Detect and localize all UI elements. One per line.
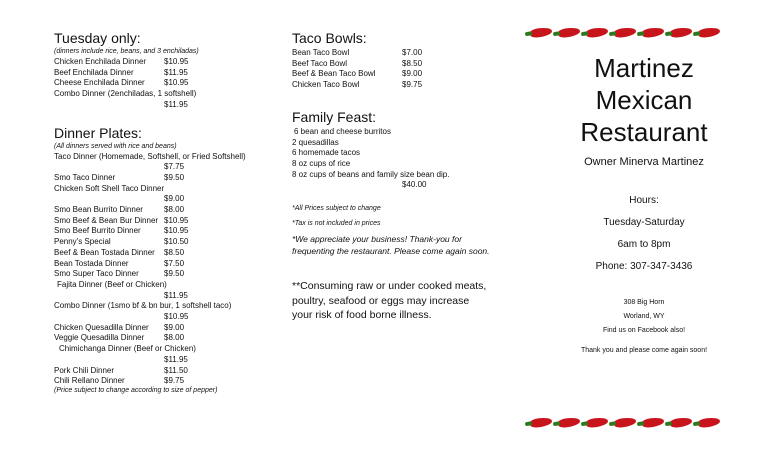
feast-line: 2 quesadillas xyxy=(292,137,339,147)
menu-item: Beef & Bean Taco Bowl $9.00 xyxy=(292,69,423,79)
menu-column-left xyxy=(54,30,284,396)
warning-line: your risk of food borne illness. xyxy=(292,309,432,322)
menu-item-combo: Combo Dinner (2enchiladas, 1 softshell) xyxy=(54,89,197,99)
menu-item-price: $9.00 xyxy=(164,194,185,204)
address-line: Worland, WY xyxy=(623,313,665,320)
feast-heading: Family Feast: xyxy=(292,108,377,125)
phone-number: Phone: 307-347-3436 xyxy=(595,261,693,272)
menu-item: Beef Enchilada Dinner $11.95 xyxy=(54,67,188,77)
hours-days: Tuesday-Saturday xyxy=(603,217,685,228)
owner-name: Owner Minerva Martinez xyxy=(584,156,704,168)
menu-item-combo-dinner: Combo Dinner (1smo bf & bn bur, 1 softshell taco) xyxy=(54,301,232,311)
menu-item-chicken-soft: Chicken Soft Shell Taco Dinner xyxy=(54,183,165,193)
menu-cover xyxy=(520,0,768,466)
pepper-icon xyxy=(613,417,636,429)
bowls-heading: Taco Bowls: xyxy=(292,30,367,46)
menu-item: Beef Taco Bowl $8.50 xyxy=(292,58,423,68)
hours-time: 6am to 8pm xyxy=(617,239,671,250)
menu-item-price: $11.95 xyxy=(164,290,188,300)
menu-item-combo-price: $11.95 xyxy=(164,99,188,109)
menu-item: Smo Beef & Bean Bur Dinner $10.95 xyxy=(54,215,189,225)
pepper-icon xyxy=(557,417,580,429)
menu-item: Bean Tostada Dinner $7.50 xyxy=(54,258,185,268)
hours-label: Hours: xyxy=(629,195,659,206)
appreciate-line: *We appreciate your business! Thank-you for xyxy=(292,234,462,245)
menu-item: Smo Taco Dinner $9.50 xyxy=(54,172,185,182)
pepper-icon xyxy=(585,417,608,429)
tax-notice: *Tax is not included in prices xyxy=(292,220,381,228)
title-line: Mexican xyxy=(595,85,693,115)
menu-item: Veggie Quesadilla Dinner $8.00 xyxy=(54,333,185,343)
menu-item: Pork Chili Dinner $11.50 xyxy=(54,365,188,375)
thanks-line: Thank you and please come again soon! xyxy=(580,347,708,354)
warning-line: poultry, seafood or eggs may increase xyxy=(292,294,470,307)
feast-price: $40.00 xyxy=(402,180,427,190)
menu-item: Chicken Enchilada Dinner $10.95 xyxy=(54,57,189,66)
feast-line: 6 bean and cheese burritos xyxy=(294,126,391,136)
title-line: Restaurant xyxy=(580,117,708,147)
menu-item: Cheese Enchilada Dinner $10.95 xyxy=(54,78,189,88)
pepper-border-bottom xyxy=(530,418,730,430)
menu-item: Chicken Taco Bowl $9.75 xyxy=(292,80,423,90)
title-line: Martinez xyxy=(594,53,694,83)
menu-item: Beef & Bean Tostada Dinner $8.50 xyxy=(54,247,185,257)
feast-line: 8 oz cups of beans and family size bean dip. xyxy=(292,169,450,179)
feast-line: 8 oz cups of rice xyxy=(292,158,351,168)
menu-item-price: $11.95 xyxy=(164,354,188,364)
menu-item-chimichanga: Chimichanga Dinner (Beef or Chicken) xyxy=(59,344,196,354)
menu-item-price: $10.95 xyxy=(164,312,189,322)
warning-line: **Consuming raw or under cooked meats, xyxy=(292,280,487,293)
menu-item: Chicken Quesadilla Dinner $9.00 xyxy=(54,322,185,332)
prices-notice: *All Prices subject to change xyxy=(292,205,381,213)
menu-item-fajita: Fajita Dinner (Beef or Chicken) xyxy=(57,279,167,289)
pepper-icon xyxy=(669,417,692,429)
menu-column-middle xyxy=(292,30,512,323)
menu-item: Smo Bean Burrito Dinner $8.00 xyxy=(54,205,185,215)
pepper-icon xyxy=(697,417,720,429)
menu-item-price: $7.75 xyxy=(164,162,185,172)
pepper-icon xyxy=(529,417,552,429)
pepper-footnote: (Price subject to change according to size of pepper) xyxy=(54,386,218,394)
menu-item: Penny's Special $10.50 xyxy=(54,237,189,247)
menu-item: Bean Taco Bowl $7.00 xyxy=(292,48,423,57)
tuesday-heading: Tuesday only: xyxy=(54,30,141,46)
pepper-icon xyxy=(641,417,664,429)
address-line: 308 Big Horn xyxy=(623,299,665,306)
appreciate-line: frequenting the restaurant. Please come again soon. xyxy=(292,246,490,257)
tuesday-note: (dinners include rice, beans, and 3 enchiladas) xyxy=(54,48,199,55)
dinner-heading: Dinner Plates: xyxy=(54,124,142,141)
menu-item: Smo Beef Burrito Dinner $10.95 xyxy=(54,226,189,236)
menu-item: Chili Rellano Dinner $9.75 xyxy=(54,376,185,386)
feast-line: 6 homemade tacos xyxy=(292,148,361,158)
dinner-note: (All dinners served with rice and beans) xyxy=(54,142,177,150)
menu-item-taco-dinner: Taco Dinner (Homemade, Softshell, or Fried Softshell) xyxy=(54,151,246,161)
facebook-line: Find us on Facebook also! xyxy=(602,327,686,334)
menu-item: Smo Super Taco Dinner $9.50 xyxy=(54,269,185,279)
